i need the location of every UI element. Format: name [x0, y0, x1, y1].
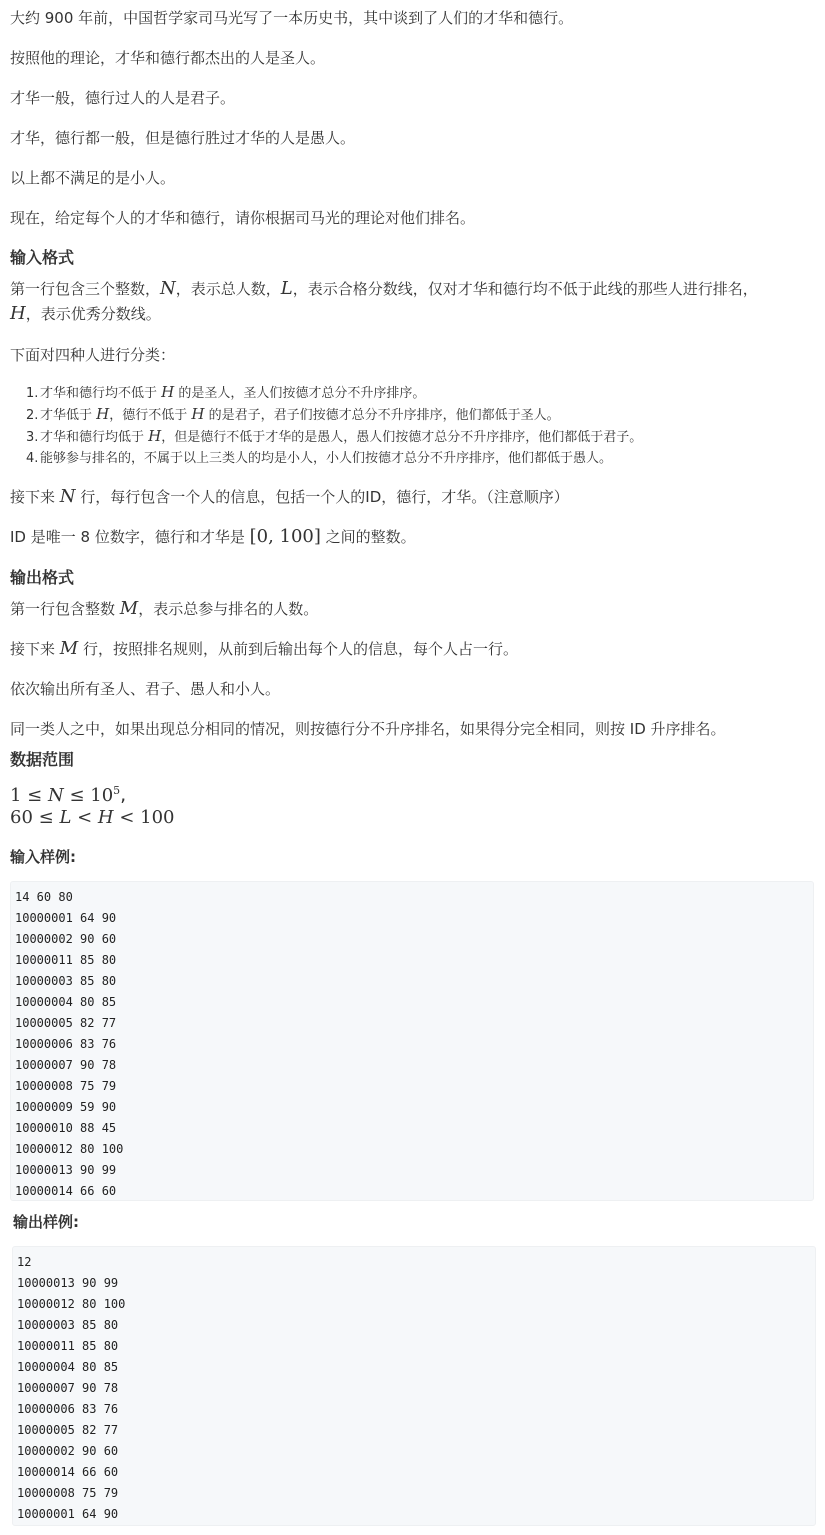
intro-paragraph-5: 以上都不满足的是小人。 — [10, 169, 176, 187]
code-line: 10000013 90 99 — [17, 1276, 119, 1290]
code-line: 10000003 85 80 — [15, 974, 117, 988]
code-line: 10000003 85 80 — [17, 1318, 119, 1332]
code-line: 10000011 85 80 — [17, 1339, 119, 1353]
intro-paragraph-6: 现在，给定每个人的才华和德行，请你根据司马光的理论对他们排名。 — [10, 209, 476, 227]
intro-paragraph-4: 才华，德行都一般，但是德行胜过才华的人是愚人。 — [10, 129, 356, 147]
output-format-heading: 输出格式 — [10, 568, 75, 587]
sample-input-heading: 输入样例: — [10, 848, 76, 866]
math-var: H — [191, 405, 205, 423]
text: 才华和德行均低于 — [40, 430, 149, 445]
math-var: N — [160, 278, 176, 299]
input-lines-desc — [10, 487, 569, 507]
code-line: 10000006 83 76 — [15, 1037, 117, 1051]
list-number: 1. — [26, 386, 39, 401]
code-line: 10000007 90 78 — [17, 1381, 119, 1395]
code-line: 10000001 64 90 — [17, 1507, 119, 1521]
range-line-2 — [10, 805, 175, 830]
text: 接下来 — [10, 488, 60, 506]
code-line: 10000013 90 99 — [15, 1163, 117, 1177]
code-line: 12 — [17, 1255, 32, 1269]
sample-output-block — [12, 1246, 816, 1526]
math: < 100 — [113, 807, 175, 828]
math-var: H — [148, 427, 162, 445]
list-item — [26, 448, 642, 469]
sample-input-block — [10, 881, 814, 1201]
text: 的是圣人，圣人们按德才总分不升序排序。 — [174, 386, 426, 401]
output-line-1 — [10, 599, 318, 619]
text: 第一行包含三个整数， — [10, 280, 161, 298]
list-item — [26, 382, 642, 404]
code-line: 10000001 64 90 — [15, 911, 117, 925]
math-exponent: 5 — [113, 784, 121, 797]
code-line: 10000002 90 60 — [15, 932, 117, 946]
intro-paragraph-1: 大约 900 年前，中国哲学家司马光写了一本历史书，其中谈到了人们的才华和德行。 — [10, 9, 574, 27]
math: ≤ 10 — [63, 785, 114, 806]
output-line-2 — [10, 639, 518, 659]
input-format-heading: 输入格式 — [10, 248, 75, 267]
math-var: H — [10, 303, 26, 324]
text: 行，按照排名规则，从前到后输出每个人的信息，每个人占一行。 — [78, 640, 518, 658]
math-var: N — [59, 486, 76, 507]
list-number: 3. — [26, 430, 39, 445]
range-line-1 — [10, 779, 126, 808]
category-list — [26, 382, 642, 469]
code-line: 10000005 82 77 — [15, 1016, 117, 1030]
list-item — [26, 404, 642, 426]
code-line: 10000008 75 79 — [15, 1079, 117, 1093]
text: ，表示合格分数线，仅对才华和德行均不低于此线的那些人进行排名， — [292, 280, 758, 298]
code-line: 14 60 80 — [15, 890, 73, 904]
text: ，表示总参与排名的人数。 — [138, 600, 319, 618]
math-var: M — [119, 598, 139, 619]
math: 1 ≤ — [10, 785, 48, 806]
code-line: 10000005 82 77 — [17, 1423, 119, 1437]
text: ，表示总人数， — [175, 280, 281, 298]
math-var: M — [59, 638, 79, 659]
range-heading: 数据范围 — [10, 750, 75, 769]
text: 之间的整数。 — [320, 528, 416, 546]
id-desc — [10, 527, 416, 547]
math: < — [71, 807, 98, 828]
code-line: 10000006 83 76 — [17, 1402, 119, 1416]
code-line: 10000014 66 60 — [15, 1184, 117, 1198]
text: ID 是唯一 8 位数字，德行和才华是 — [10, 528, 250, 546]
code-line: 10000011 85 80 — [15, 953, 117, 967]
math-range: [0, 100] — [249, 526, 321, 547]
intro-paragraph-2: 按照他的理论，才华和德行都杰出的人是圣人。 — [10, 49, 326, 67]
input-format-line-2 — [10, 304, 161, 324]
classify-intro: 下面对四种人进行分类： — [10, 346, 176, 364]
intro-paragraph-3: 才华一般，德行过人的人是君子。 — [10, 89, 236, 107]
math-var: H — [161, 383, 175, 401]
text: ，德行不低于 — [109, 408, 192, 423]
text: 第一行包含整数 — [10, 600, 120, 618]
math-var: N — [47, 785, 64, 806]
code-line: 10000008 75 79 — [17, 1486, 119, 1500]
text: ，表示优秀分数线。 — [25, 305, 161, 323]
code-line: 10000004 80 85 — [15, 995, 117, 1009]
code-line: 10000010 88 45 — [15, 1121, 117, 1135]
input-format-line-1 — [10, 279, 758, 299]
text: 行，每行包含一个人的信息，包括一个人的ID，德行，才华。（注意顺序） — [75, 488, 569, 506]
code-line: 10000012 80 100 — [17, 1297, 126, 1311]
math-var: H — [96, 405, 110, 423]
code-line: 10000007 90 78 — [15, 1058, 117, 1072]
text: , — [120, 784, 127, 806]
text: 接下来 — [10, 640, 60, 658]
math-var: L — [59, 807, 72, 828]
math-var: H — [97, 807, 114, 828]
output-line-3: 依次输出所有圣人、君子、愚人和小人。 — [10, 680, 281, 698]
code-line: 10000009 59 90 — [15, 1100, 117, 1114]
text: 才华低于 — [40, 408, 97, 423]
list-item — [26, 426, 642, 448]
code-line: 10000012 80 100 — [15, 1142, 124, 1156]
sample-output-heading: 输出样例: — [13, 1213, 79, 1231]
code-line: 10000002 90 60 — [17, 1444, 119, 1458]
text: 的是君子，君子们按德才总分不升序排序，他们都低于圣人。 — [204, 408, 560, 423]
code-line: 10000004 80 85 — [17, 1360, 119, 1374]
output-line-4: 同一类人之中，如果出现总分相同的情况，则按德行分不升序排名，如果得分完全相同，则按 ID 升序排名。 — [10, 720, 726, 738]
math: 60 ≤ — [10, 807, 60, 828]
code-line: 10000014 66 60 — [17, 1465, 119, 1479]
list-number: 4. — [26, 451, 39, 466]
text: 能够参与排名的，不属于以上三类人的均是小人，小人们按德才总分不升序排序，他们都低于愚人。 — [40, 451, 613, 466]
text: ，但是德行不低于才华的是愚人，愚人们按德才总分不升序排序，他们都低于君子。 — [161, 430, 643, 445]
list-number: 2. — [26, 408, 39, 423]
math-var: L — [280, 278, 293, 299]
text: 才华和德行均不低于 — [40, 386, 162, 401]
